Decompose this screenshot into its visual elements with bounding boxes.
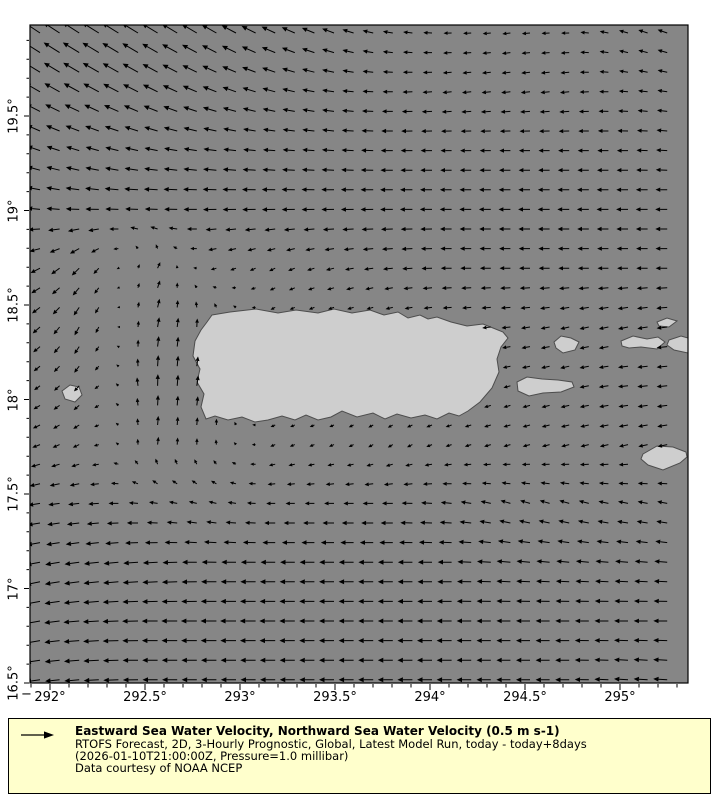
x-tick-label: 293° [224, 690, 256, 705]
island-tortola [667, 336, 688, 353]
x-tick-label: 292° [34, 690, 66, 705]
y-tick-label: 19° [6, 198, 22, 223]
map-plot-area [30, 25, 688, 683]
x-tick-label: 294.5° [503, 690, 547, 705]
x-tick-label: 293.5° [313, 690, 357, 705]
island-virgin-islets [657, 318, 677, 327]
axis-corner-dash: − [21, 687, 32, 702]
legend-run-info: (2026-01-10T21:00:00Z, Pressure=1.0 millibar) [75, 749, 349, 764]
legend-title: Eastward Sea Water Velocity, Northward Sea Water Velocity (0.5 m s-1) [75, 724, 560, 738]
island-st-croix [641, 446, 687, 470]
x-tick-label: 294° [414, 690, 446, 705]
island-puerto-rico [193, 309, 508, 422]
y-tick-label: 17° [6, 576, 22, 601]
legend-credit: Data courtesy of NOAA NCEP [75, 761, 243, 776]
y-tick-label: 16.5° [6, 665, 22, 701]
y-tick-label: 17.5° [6, 476, 22, 512]
reference-arrow-icon [19, 728, 69, 742]
island-vieques [517, 377, 574, 396]
x-tick-label: 292.5° [123, 690, 167, 705]
y-tick-label: 19.5° [6, 98, 22, 134]
island-culebra [554, 336, 579, 353]
island-mona [62, 385, 82, 402]
quiver-plot-canvas [30, 25, 688, 683]
legend-text-block [75, 724, 587, 775]
y-tick-label: 18.5° [6, 287, 22, 323]
legend-box [8, 718, 711, 794]
legend-subtitle: RTOFS Forecast, 2D, 3-Hourly Prognostic, Global, Latest Model Run, today - today+8days [75, 737, 587, 751]
x-tick-label: 295° [604, 690, 636, 705]
y-tick-label: 18° [6, 387, 22, 412]
